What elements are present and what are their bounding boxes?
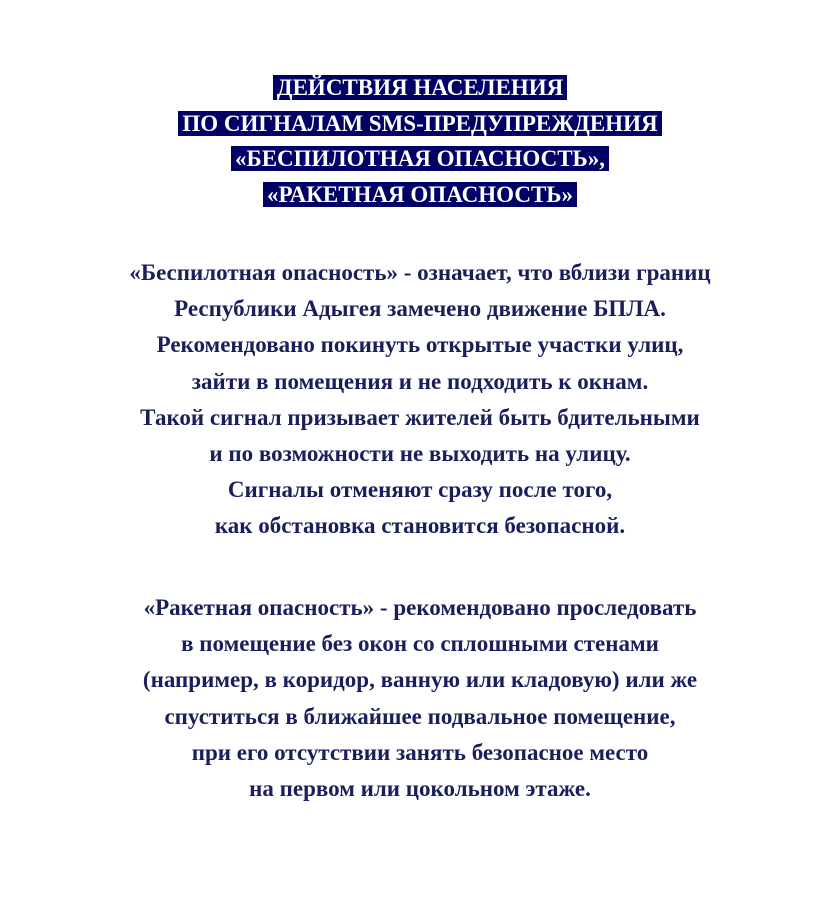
paragraph-line: зайти в помещения и не подходить к окнам. [191, 368, 649, 394]
paragraph-line: и по возможности не выходить на улицу. [209, 441, 631, 467]
paragraph-line: в помещение без окон со сплошными стенами [181, 631, 659, 657]
title-line: «БЕСПИЛОТНАЯ ОПАСНОСТЬ», [0, 141, 840, 177]
title-line: «РАКЕТНАЯ ОПАСНОСТЬ» [0, 177, 840, 213]
paragraph-line: как обстановка становится безопасной. [214, 513, 626, 539]
paragraph-line: «Ракетная опасность» - рекомендовано проследовать [143, 595, 697, 620]
title-line: ДЕЙСТВИЯ НАСЕЛЕНИЯ [0, 70, 840, 106]
paragraph-line: Рекомендовано покинуть открытые участки улиц, [156, 332, 684, 358]
paragraph-line: спуститься в ближайшее подвальное помещение, [164, 703, 676, 729]
paragraph-line: Сигналы отменяют сразу после того, [227, 477, 613, 503]
document-title [0, 70, 840, 212]
paragraph-line: «Беспилотная опасность» - означает, что вблизи границ [129, 260, 711, 285]
paragraph-line: на первом или цокольном этаже. [249, 776, 591, 802]
paragraph-line: Республики Адыгея замечено движение БПЛА. [174, 296, 666, 322]
paragraph-line: при его отсутствии занять безопасное место [191, 739, 649, 765]
title-line: ПО СИГНАЛАМ SMS-ПРЕДУПРЕЖДЕНИЯ [0, 106, 840, 142]
paragraph-line: Такой сигнал призывает жителей быть бдительными [140, 404, 700, 430]
drone-danger-paragraph [0, 255, 840, 545]
missile-danger-paragraph [0, 590, 840, 807]
paragraph-line: (например, в коридор, ванную или кладовую) или же [142, 667, 698, 693]
